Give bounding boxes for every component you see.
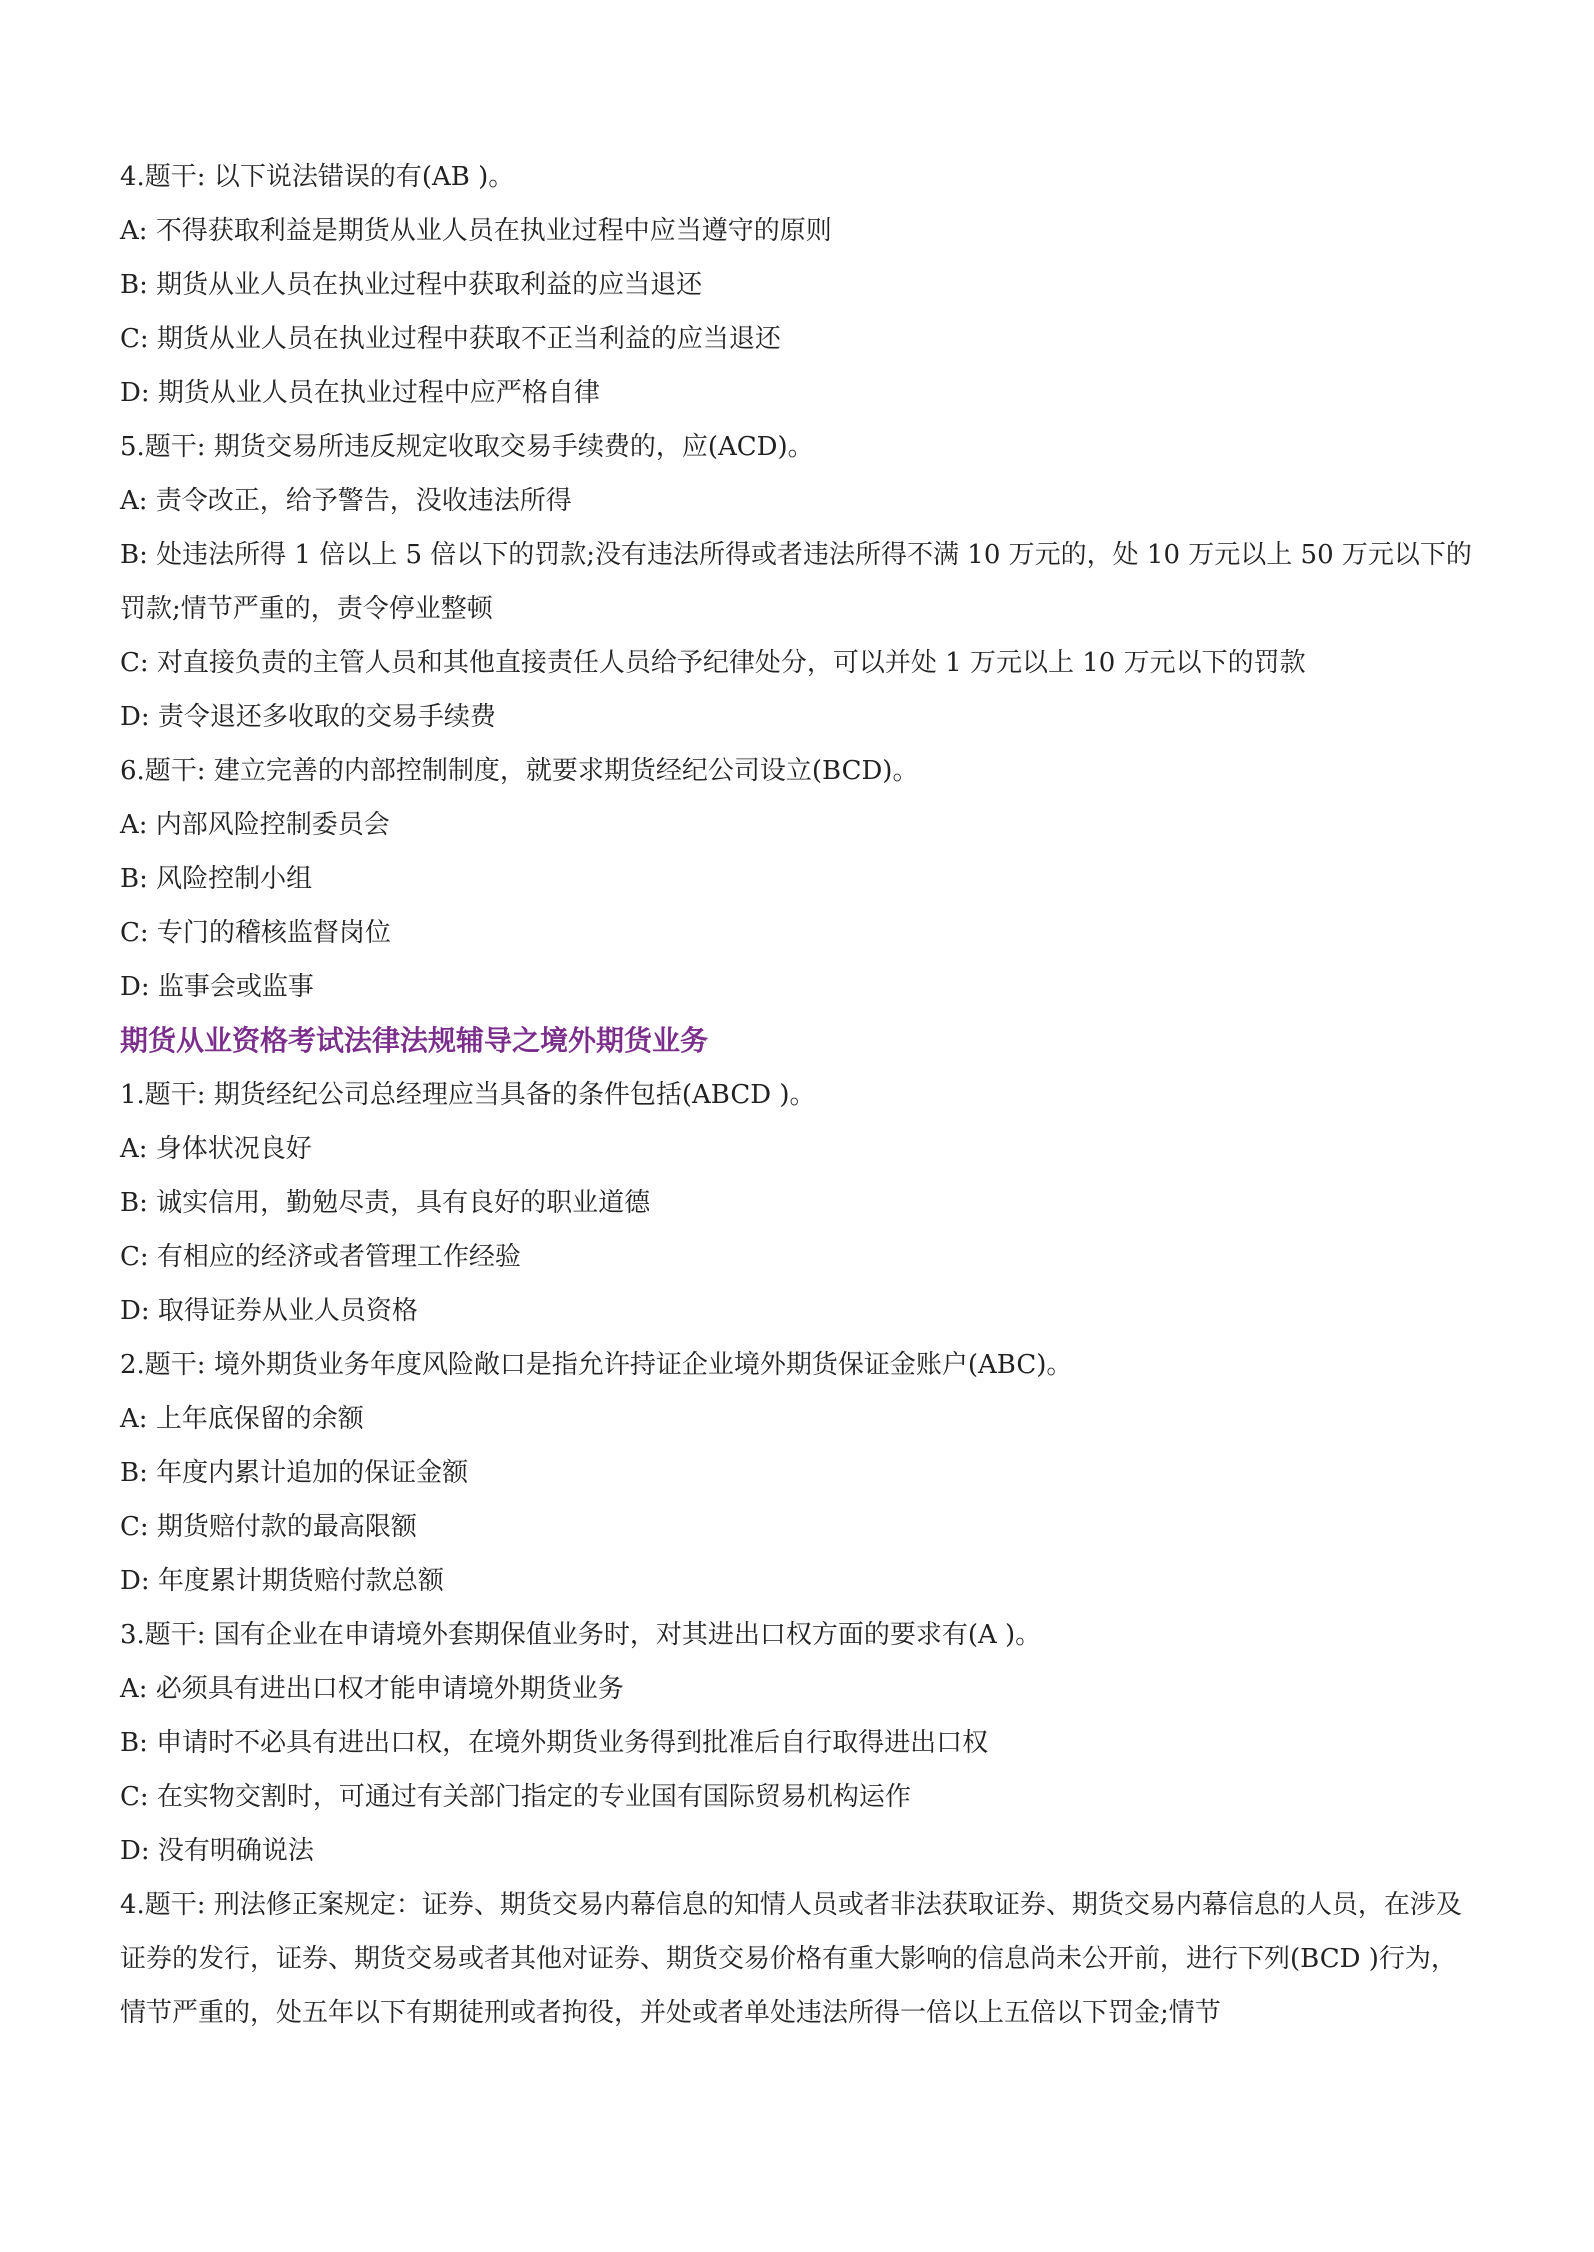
document-page xyxy=(120,150,1480,2040)
section2-question-2-stem: 2.题干: 境外期货业务年度风险敞口是指允许持证企业境外期货保证金账户(ABC)。 xyxy=(120,1350,1073,1380)
section2-question-2-option-b: B: 年度内累计追加的保证金额 xyxy=(120,1458,469,1488)
section2-question-3-option-a: A: 必须具有进出口权才能申请境外期货业务 xyxy=(120,1674,624,1704)
question-6-stem: 6.题干: 建立完善的内部控制制度，就要求期货经纪公司设立(BCD)。 xyxy=(120,756,919,786)
section2-question-1-option-d: D: 取得证券从业人员资格 xyxy=(120,1296,418,1326)
section2-question-3-stem: 3.题干: 国有企业在申请境外套期保值业务时，对其进出口权方面的要求有(A )。 xyxy=(120,1620,1042,1650)
question-4-option-c: C: 期货从业人员在执业过程中获取不正当利益的应当退还 xyxy=(120,324,781,354)
section2-question-2-option-c: C: 期货赔付款的最高限额 xyxy=(120,1512,417,1542)
question-6-option-d: D: 监事会或监事 xyxy=(120,972,314,1002)
question-4-stem: 4.题干: 以下说法错误的有(AB )。 xyxy=(120,162,515,192)
section2-question-1-stem: 1.题干: 期货经纪公司总经理应当具备的条件包括(ABCD )。 xyxy=(120,1080,816,1110)
question-4-option-a: A: 不得获取利益是期货从业人员在执业过程中应当遵守的原则 xyxy=(120,216,832,246)
question-4-option-d: D: 期货从业人员在执业过程中应严格自律 xyxy=(120,378,600,408)
question-5-option-a: A: 责令改正，给予警告，没收违法所得 xyxy=(120,486,572,516)
question-6-option-a: A: 内部风险控制委员会 xyxy=(120,810,390,840)
question-5-option-c: C: 对直接负责的主管人员和其他直接责任人员给予纪律处分，可以并处 1 万元以上 10 万元以下的罚款 xyxy=(120,648,1306,678)
question-5-option-d: D: 责令退还多收取的交易手续费 xyxy=(120,702,496,732)
section2-question-3-option-d: D: 没有明确说法 xyxy=(120,1836,314,1866)
question-5-stem: 5.题干: 期货交易所违反规定收取交易手续费的，应(ACD)。 xyxy=(120,432,814,462)
section2-question-3-option-c: C: 在实物交割时，可通过有关部门指定的专业国有国际贸易机构运作 xyxy=(120,1782,911,1812)
section2-question-1-option-a: A: 身体状况良好 xyxy=(120,1134,312,1164)
section2-question-2-option-d: D: 年度累计期货赔付款总额 xyxy=(120,1566,444,1596)
section2-question-2-option-a: A: 上年底保留的余额 xyxy=(120,1404,364,1434)
question-6-option-c: C: 专门的稽核监督岗位 xyxy=(120,918,391,948)
question-5-option-b: B: 处违法所得 1 倍以上 5 倍以下的罚款;没有违法所得或者违法所得不满 10 万元的，处 10 万元以上 50 万元以下的罚款;情节严重的，责令停业整顿 xyxy=(120,540,1472,624)
question-6-option-b: B: 风险控制小组 xyxy=(120,864,313,894)
section2-question-4-stem: 4.题干: 刑法修正案规定：证券、期货交易内幕信息的知情人员或者非法获取证券、期货交易内幕信息的人员，在涉及证券的发行，证券、期货交易或者其他对证券、期货交易价格有重大影响的信息尚未公开前，进行下列(BCD )行为，情节严重的，处五年以下有期徒刑或者拘役，并处或者单处违法所得一倍以上五倍以下罚金;情节 xyxy=(120,1890,1462,2028)
section2-question-3-option-b: B: 申请时不必具有进出口权，在境外期货业务得到批准后自行取得进出口权 xyxy=(120,1728,989,1758)
section-heading: 期货从业资格考试法律法规辅导之境外期货业务 xyxy=(120,1024,709,1057)
question-4-option-b: B: 期货从业人员在执业过程中获取利益的应当退还 xyxy=(120,270,703,300)
section2-question-1-option-c: C: 有相应的经济或者管理工作经验 xyxy=(120,1242,521,1272)
section2-question-1-option-b: B: 诚实信用，勤勉尽责，具有良好的职业道德 xyxy=(120,1188,651,1218)
